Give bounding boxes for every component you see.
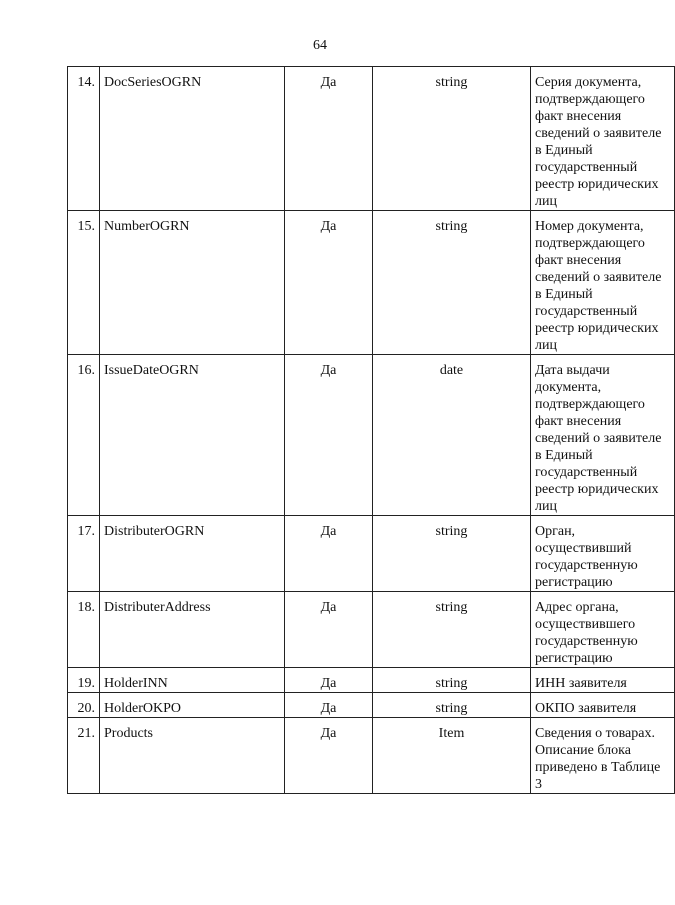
spec-table: [67, 66, 675, 794]
page-number: 64: [313, 38, 327, 53]
table-row: [68, 592, 675, 668]
element-name: DistributerAddress: [100, 592, 285, 668]
element-name: DocSeriesOGRN: [100, 67, 285, 211]
element-name: IssueDateOGRN: [100, 355, 285, 516]
data-type: string: [373, 693, 531, 718]
required-flag: Да: [285, 355, 373, 516]
required-flag: Да: [285, 67, 373, 211]
row-number: 15.: [68, 211, 100, 355]
table-row: [68, 718, 675, 794]
required-flag: Да: [285, 668, 373, 693]
row-number: 14.: [68, 67, 100, 211]
description: Номер документа, подтверждающего факт внесения сведений о заявителе в Единый государственный реестр юридических лиц: [531, 211, 675, 355]
description: ИНН заявителя: [531, 668, 675, 693]
table-row: [68, 693, 675, 718]
element-name: HolderINN: [100, 668, 285, 693]
element-name: HolderOKPO: [100, 693, 285, 718]
row-number: 17.: [68, 516, 100, 592]
data-type: string: [373, 592, 531, 668]
description: Серия документа, подтверждающего факт внесения сведений о заявителе в Единый государственный реестр юридических лиц: [531, 67, 675, 211]
data-type: Item: [373, 718, 531, 794]
data-type: string: [373, 516, 531, 592]
table-row: [68, 211, 675, 355]
required-flag: Да: [285, 516, 373, 592]
row-number: 19.: [68, 668, 100, 693]
element-name: DistributerOGRN: [100, 516, 285, 592]
table-row: [68, 355, 675, 516]
table-row: [68, 516, 675, 592]
data-type: date: [373, 355, 531, 516]
description: Адрес органа, осуществившего государственную регистрацию: [531, 592, 675, 668]
description: ОКПО заявителя: [531, 693, 675, 718]
table-row: [68, 668, 675, 693]
row-number: 21.: [68, 718, 100, 794]
description: Сведения о товарах. Описание блока приведено в Таблице 3: [531, 718, 675, 794]
element-name: Products: [100, 718, 285, 794]
data-type: string: [373, 211, 531, 355]
table-row: [68, 67, 675, 211]
element-name: NumberOGRN: [100, 211, 285, 355]
required-flag: Да: [285, 592, 373, 668]
data-type: string: [373, 67, 531, 211]
description: Дата выдачи документа, подтверждающего факт внесения сведений о заявителе в Единый государственный реестр юридических лиц: [531, 355, 675, 516]
required-flag: Да: [285, 718, 373, 794]
required-flag: Да: [285, 693, 373, 718]
required-flag: Да: [285, 211, 373, 355]
row-number: 18.: [68, 592, 100, 668]
row-number: 16.: [68, 355, 100, 516]
description: Орган, осуществивший государственную регистрацию: [531, 516, 675, 592]
data-type: string: [373, 668, 531, 693]
row-number: 20.: [68, 693, 100, 718]
